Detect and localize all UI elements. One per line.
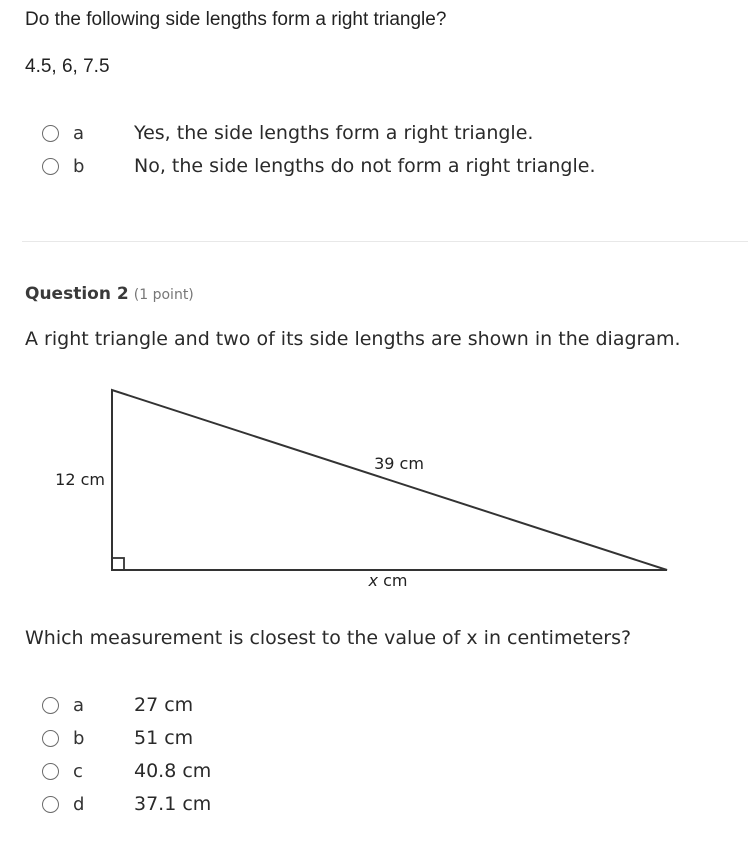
q1-option-a[interactable] — [42, 120, 534, 146]
option-letter: a — [73, 694, 85, 716]
question-1-title: Do the following side lengths form a right triangle? — [25, 9, 447, 30]
base-variable: x — [368, 571, 378, 590]
option-letter: d — [73, 793, 85, 815]
q2-option-d[interactable] — [42, 791, 212, 817]
option-letter: a — [73, 122, 85, 144]
option-text: 27 cm — [134, 694, 194, 716]
base-unit: cm — [378, 571, 408, 590]
base-label — [368, 571, 408, 590]
question-2-header — [25, 284, 194, 304]
option-text: 40.8 cm — [134, 760, 212, 782]
option-letter: b — [73, 155, 85, 177]
radio-button[interactable] — [42, 730, 59, 747]
radio-button[interactable] — [42, 697, 59, 714]
side-label-12cm: 12 cm — [55, 470, 105, 489]
radio-button[interactable] — [42, 763, 59, 780]
option-text: 37.1 cm — [134, 793, 212, 815]
question-points: (1 point) — [133, 287, 194, 303]
radio-button[interactable] — [42, 158, 59, 175]
option-letter: c — [73, 760, 83, 782]
radio-button[interactable] — [42, 796, 59, 813]
question-1-side-lengths: 4.5, 6, 7.5 — [25, 56, 110, 77]
option-text: Yes, the side lengths form a right triangle. — [134, 122, 534, 144]
q1-option-b[interactable] — [42, 153, 596, 179]
section-divider — [22, 241, 748, 242]
question-2-prompt: A right triangle and two of its side lengths are shown in the diagram. — [25, 328, 681, 350]
right-angle-marker — [112, 558, 124, 570]
right-triangle — [112, 390, 667, 570]
question-label: Question 2 — [25, 284, 129, 304]
hypotenuse-label: 39 cm — [374, 454, 424, 473]
option-letter: b — [73, 727, 85, 749]
q2-option-c[interactable] — [42, 758, 212, 784]
q2-option-b[interactable] — [42, 725, 194, 751]
option-text: No, the side lengths do not form a right triangle. — [134, 155, 596, 177]
option-text: 51 cm — [134, 727, 194, 749]
q2-option-a[interactable] — [42, 692, 194, 718]
question-2-question: Which measurement is closest to the value of x in centimeters? — [25, 627, 632, 649]
radio-button[interactable] — [42, 125, 59, 142]
